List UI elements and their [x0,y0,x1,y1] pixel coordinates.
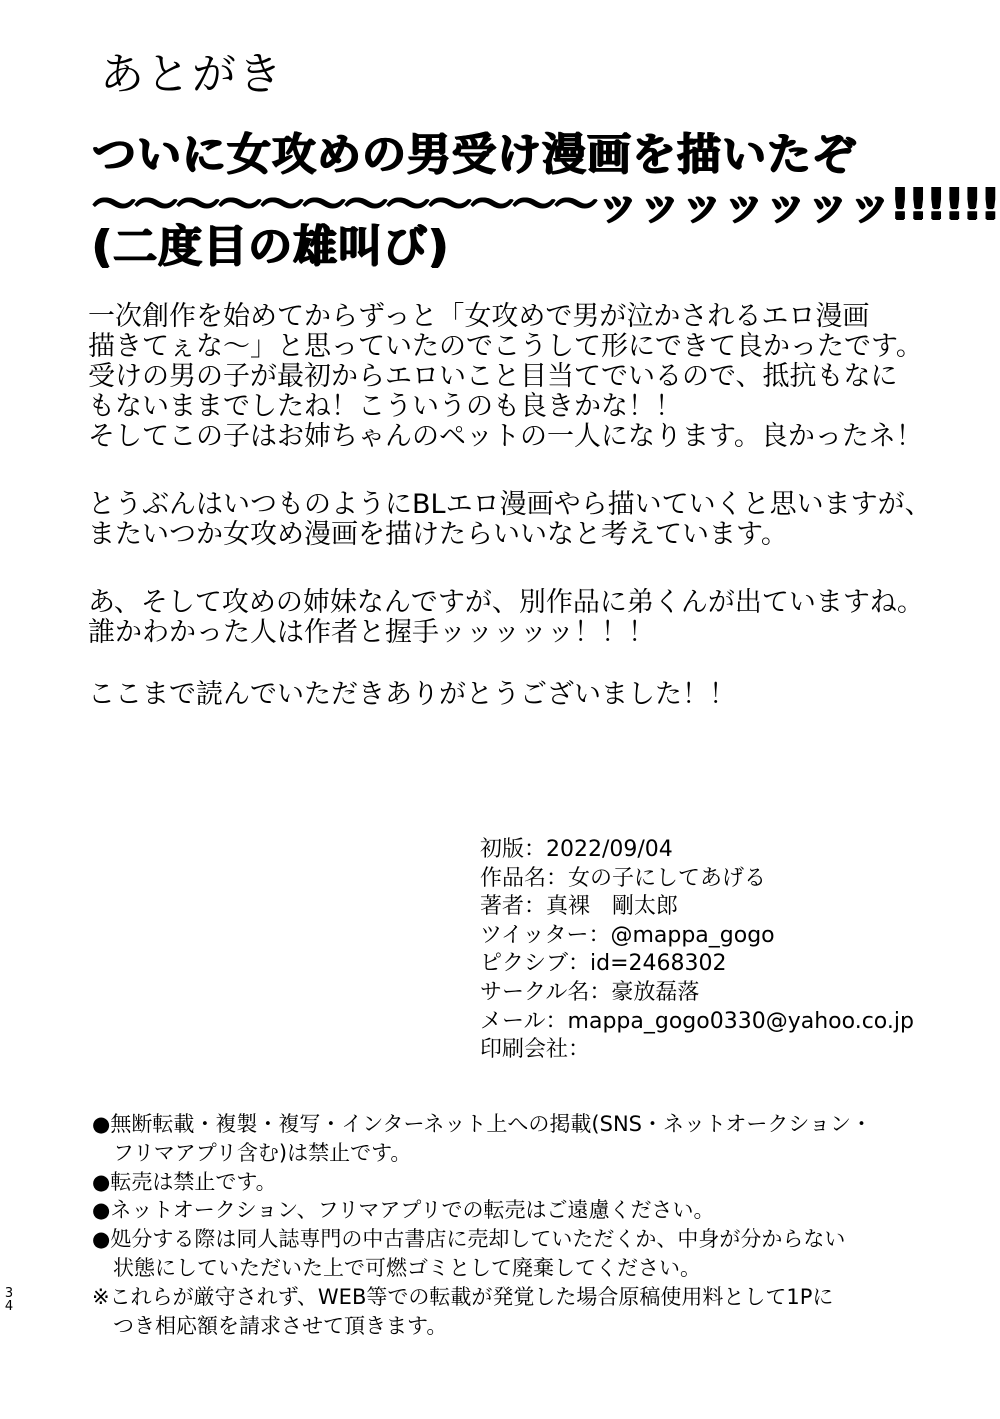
paragraph-1 [88,302,923,452]
notice-line: 状態にしていただいた上で可燃ゴミとして廃棄してください。 [92,1255,701,1280]
credit-author: 著者：真裸 剛太郎 [480,894,679,920]
credit-title: 作品名：女の子にしてあげる [480,865,767,891]
credit-circle: サークル名：豪放磊落 [480,979,700,1005]
paragraph-line: ここまで読んでいただきありがとうございました！！ [88,679,736,710]
notice-line: ※これらが厳守されず、WEB等での転載が発覚した場合原稿使用料として1Pに [92,1284,834,1309]
notice-line: ●ネットオークション、フリマアプリでの転売はご遠慮ください。 [92,1198,715,1223]
colophon-credits [480,836,914,1065]
credit-email: メール：mappa_gogo0330@yahoo.co.jp [480,1008,914,1034]
notice-list [92,1110,872,1340]
notice-line: ●処分する際は同人誌専門の中古書店に売却していただくか、中身が分からない [92,1227,846,1252]
paragraph-line: 受けの男の子が最初からエロいこと目当てでいるので、抵抗もなに [88,361,898,392]
notice-line: ●転売は禁止です。 [92,1169,277,1194]
paragraph-line: 誰かわかった人は作者と握手ッッッッッ！！！ [88,617,655,648]
credit-twitter: ツイッター：@mappa_gogo [480,922,775,948]
notice-line: つき相応額を請求させて頂きます。 [92,1313,448,1338]
afterword-heading: あとがき [100,49,284,100]
paragraph-2 [88,490,932,550]
page-number-digit: 3 [4,1286,14,1301]
paragraph-4 [88,680,736,710]
paragraph-line: とうぶんはいつものようにBLエロ漫画やら描いていくと思いますが、 [88,489,932,520]
notice-line: ●無断転載・複製・複写・インターネット上への掲載(SNS・ネットオークション・ [92,1112,872,1136]
title-line-2: 〜〜〜〜〜〜〜〜〜〜〜〜ッッッッッッッ!!!!!! [92,179,999,230]
paragraph-line: もないままでしたね！こういうのも良きかな！！ [88,391,682,422]
paragraph-line: 一次創作を始めてからずっと「女攻めで男が泣かされるエロ漫画 [88,301,870,332]
paragraph-line: そしてこの子はお姉ちゃんのペットの一人になります。良かったネ！ [88,421,923,452]
page-number-digit: 4 [4,1299,14,1314]
title-line-3: (二度目の雄叫び) [92,221,450,272]
title-line-1: ついに女攻めの男受け漫画を描いたぞ [92,129,857,180]
credit-first-edition: 初版：2022/09/04 [480,837,673,862]
credit-pixiv: ピクシブ：id=2468302 [480,951,727,977]
notice-line: フリマアプリ含む)は禁止です。 [92,1140,412,1165]
paragraph-line: 描きてぇな〜」と思っていたのでこうして形にできて良かったです。 [88,331,923,362]
paragraph-line: またいつか女攻め漫画を描けたらいいなと考えています。 [88,519,788,550]
paragraph-3 [88,588,924,648]
paragraph-line: あ、そして攻めの姉妹なんですが、別作品に弟くんが出ていますね。 [88,587,924,618]
credit-printer: 印刷会社： [480,1037,591,1063]
page-number [4,1287,14,1313]
